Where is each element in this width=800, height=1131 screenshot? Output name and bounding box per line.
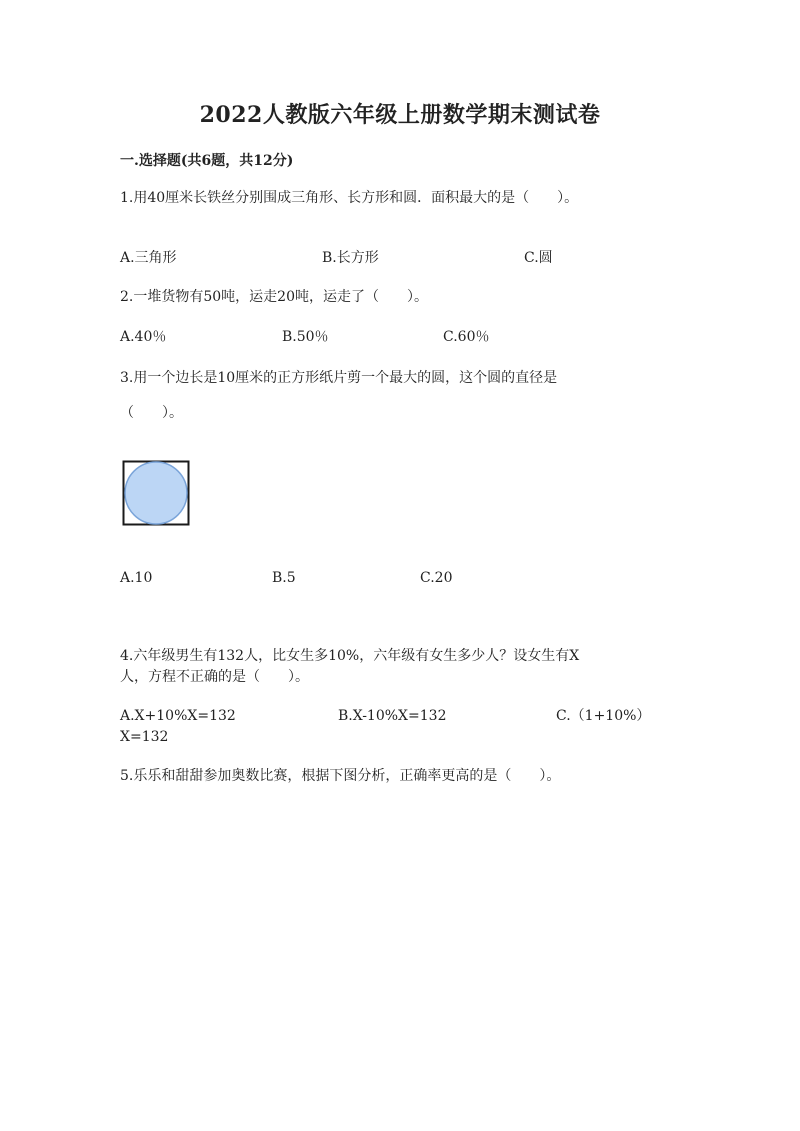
question-3-option-c: C.20	[420, 570, 453, 586]
inscribed-circle	[125, 462, 187, 524]
question-1-option-a: A.三角形	[120, 250, 177, 266]
page-title: 2022人教版六年级上册数学期末测试卷	[199, 102, 601, 128]
question-3-option-a: A.10	[120, 570, 153, 586]
question-1-stem: 1.用40厘米长铁丝分别围成三角形、长方形和圆．面积最大的是（ ）。	[120, 190, 579, 206]
question-4-option-b: B.X-10%X=132	[338, 708, 447, 724]
question-4-stem-line2: 人，方程不正确的是（ ）。	[120, 669, 309, 685]
question-2-option-c: C.60％	[443, 329, 490, 345]
question-4-stem-line1: 4.六年级男生有132人，比女生多10%，六年级有女生多少人？设女生有X	[120, 648, 580, 664]
question-1-option-b: B.长方形	[322, 250, 379, 266]
section-heading: 一.选择题(共6题，共12分)	[120, 153, 294, 169]
question-3-stem-line2: （ ）。	[120, 405, 183, 421]
question-4-option-c: C.（1+10%）	[556, 708, 651, 724]
question-2-stem: 2.一堆货物有50吨，运走20吨，运走了（ ）。	[120, 289, 428, 305]
square-with-circle-figure	[122, 460, 190, 526]
question-5-stem: 5.乐乐和甜甜参加奥数比赛，根据下图分析，正确率更高的是（ ）。	[120, 768, 561, 784]
question-3-stem-line1: 3.用一个边长是10厘米的正方形纸片剪一个最大的圆，这个圆的直径是	[120, 370, 558, 386]
question-2-option-a: A.40％	[120, 329, 167, 345]
question-2-option-b: B.50％	[282, 329, 329, 345]
question-1-option-c: C.圆	[524, 250, 553, 266]
question-4-option-c-continued: X=132	[120, 729, 169, 745]
question-4-option-a: A.X+10%X=132	[120, 708, 236, 724]
question-3-option-b: B.5	[272, 570, 296, 586]
